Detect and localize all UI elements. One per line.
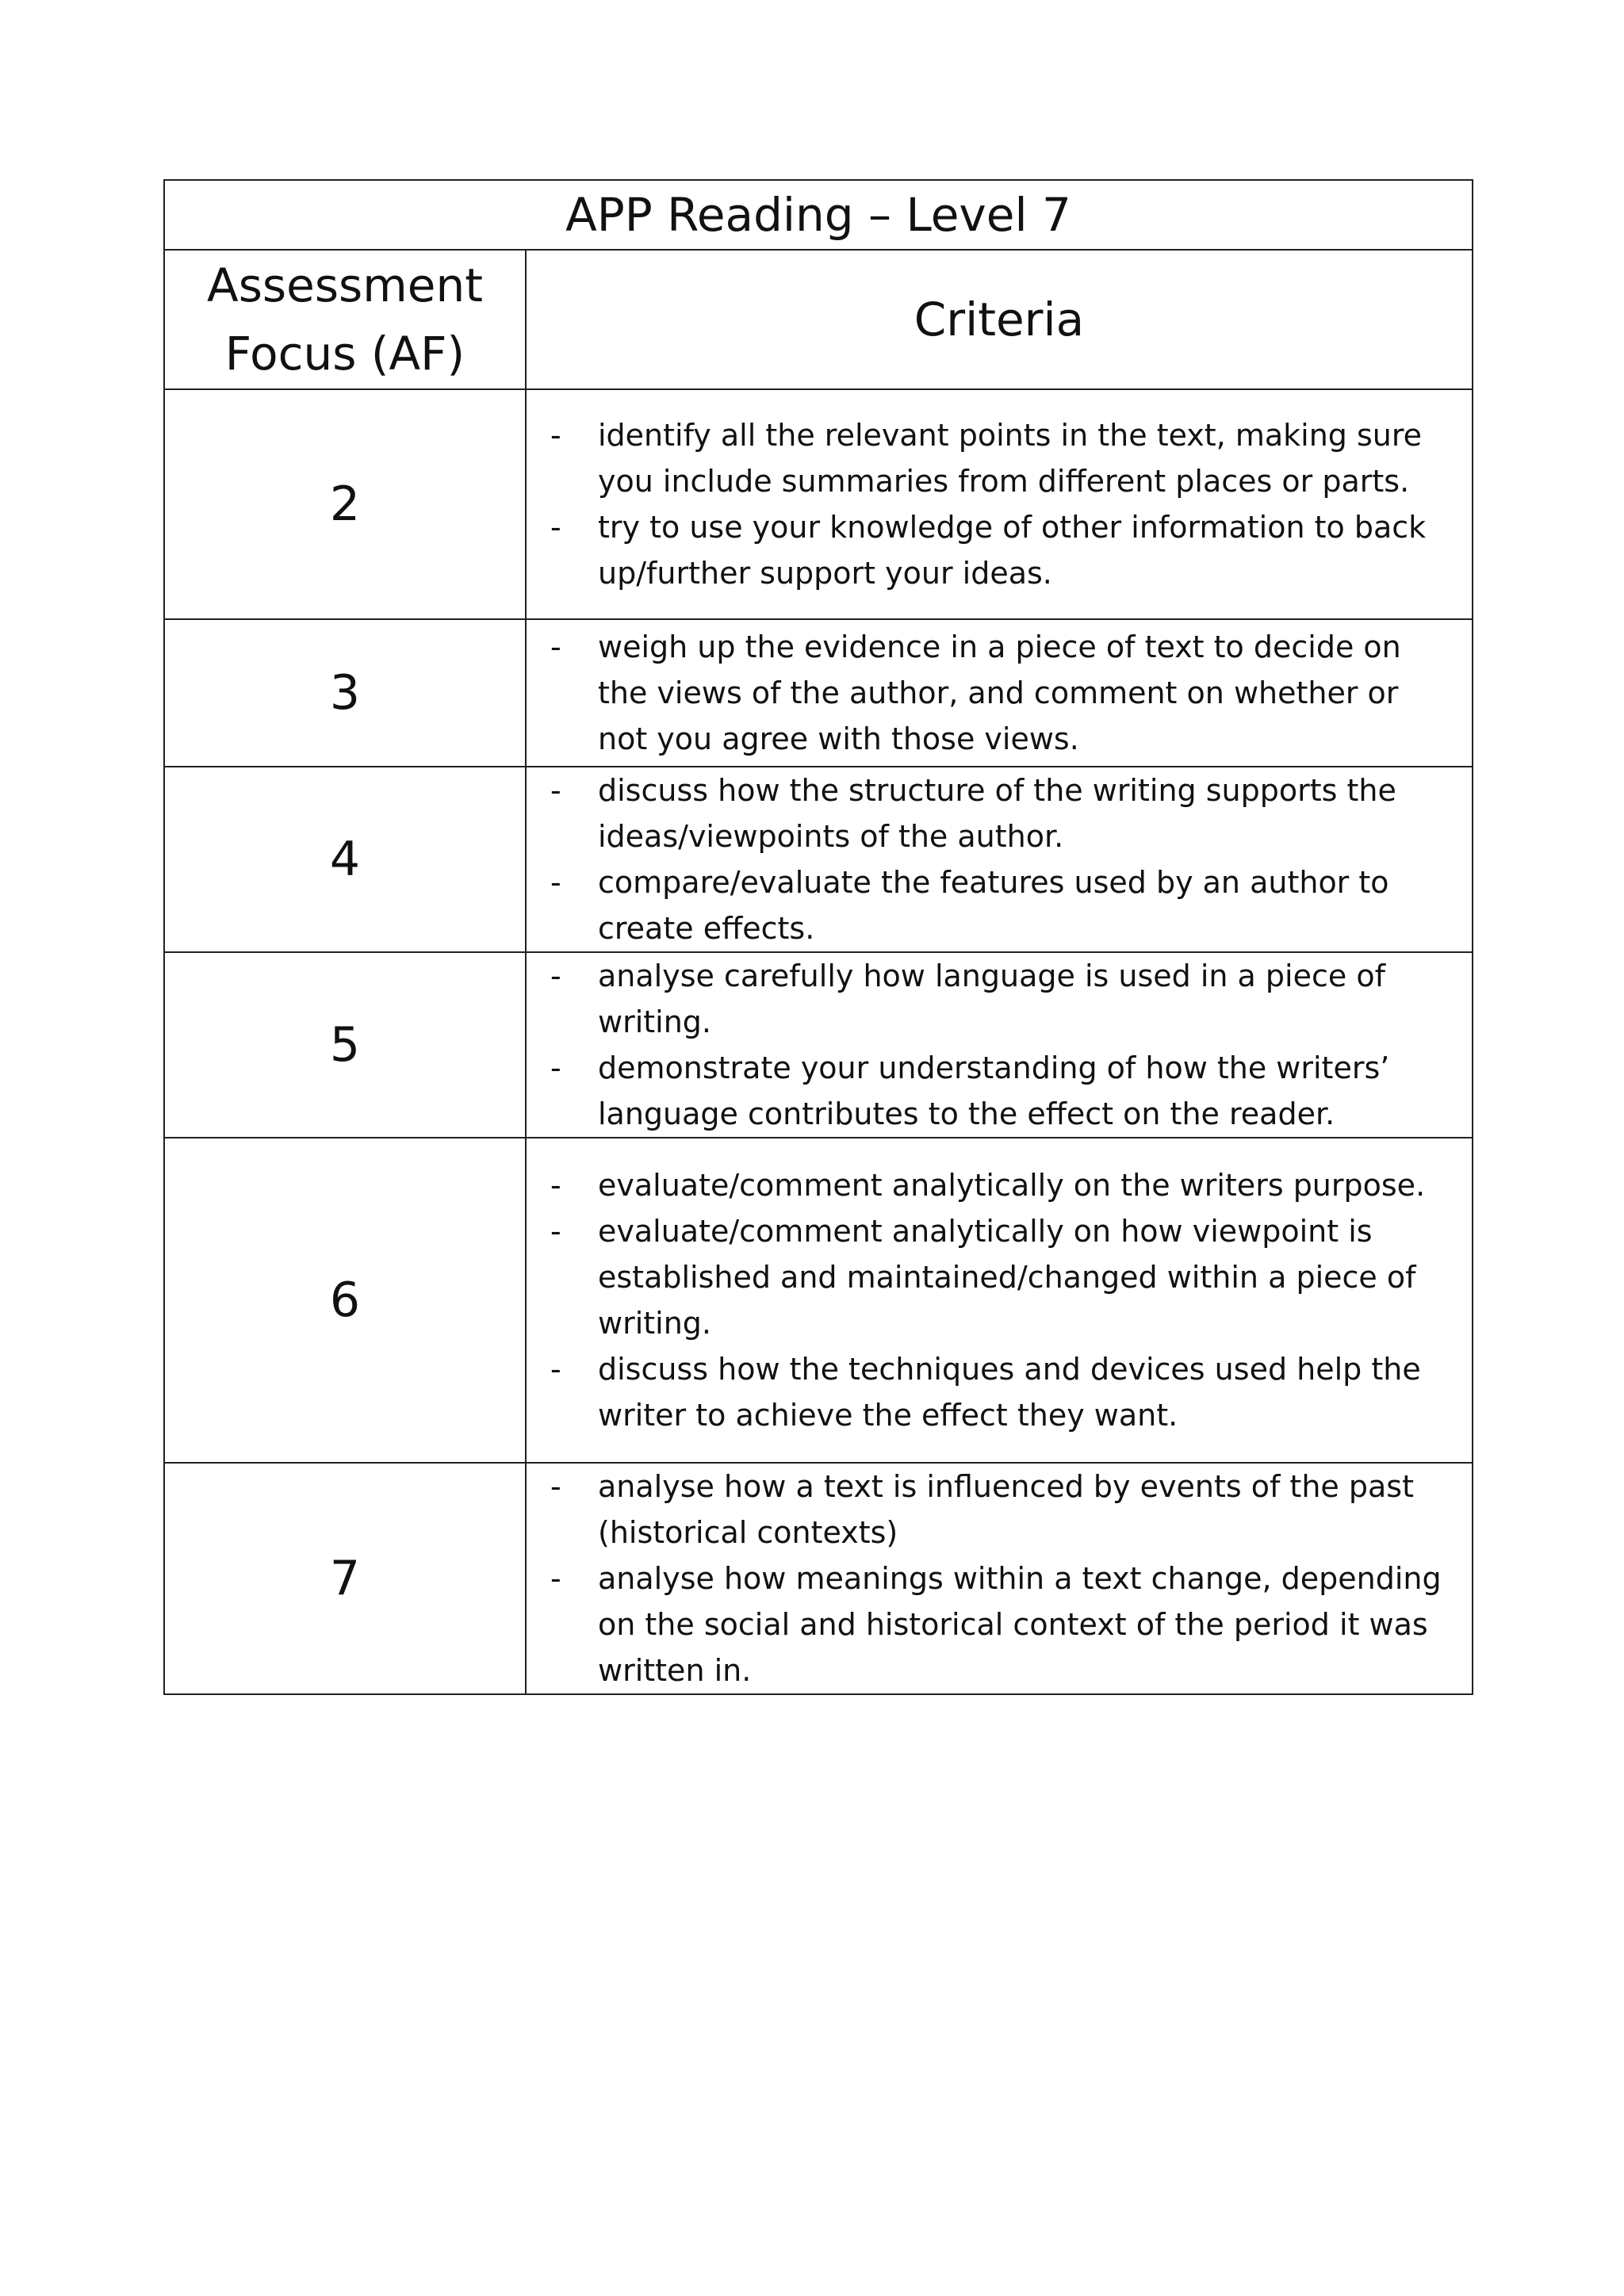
af-number: 3	[164, 619, 526, 767]
criteria-item: - analyse how meanings within a text change, depending on the social and historical context of the period it was written in.	[598, 1556, 1456, 1693]
criteria-list	[527, 1162, 1472, 1438]
criteria-item: - analyse carefully how language is used in a piece of writing.	[598, 953, 1456, 1045]
table-row	[164, 619, 1473, 767]
criteria-cell	[526, 1138, 1473, 1463]
af-number: 5	[164, 952, 526, 1138]
table-row	[164, 1138, 1473, 1463]
criteria-item: - try to use your knowledge of other information to back up/further support your ideas.	[598, 504, 1456, 596]
criteria-item: - compare/evaluate the features used by an author to create effects.	[598, 859, 1456, 951]
header-row	[164, 250, 1473, 389]
criteria-item: - analyse how a text is influenced by events of the past (historical contexts)	[598, 1464, 1456, 1556]
criteria-cell	[526, 389, 1473, 619]
af-number: 2	[164, 389, 526, 619]
assessment-table	[163, 179, 1473, 1695]
criteria-item: - discuss how the techniques and devices used help the writer to achieve the effect they want.	[598, 1346, 1456, 1438]
header-af-line2: Focus (AF)	[224, 327, 465, 381]
criteria-list	[527, 953, 1472, 1137]
criteria-item: - discuss how the structure of the writing supports the ideas/viewpoints of the author.	[598, 767, 1456, 859]
criteria-list	[527, 412, 1472, 596]
criteria-item: - evaluate/comment analytically on how viewpoint is established and maintained/changed within a piece of writing.	[598, 1208, 1456, 1346]
criteria-item: - identify all the relevant points in the text, making sure you include summaries from different places or parts.	[598, 412, 1456, 504]
criteria-item: - demonstrate your understanding of how the writers’ language contributes to the effect on the reader.	[598, 1045, 1456, 1137]
header-criteria: Criteria	[526, 250, 1473, 389]
af-number: 6	[164, 1138, 526, 1463]
criteria-list	[527, 624, 1472, 762]
header-assessment-focus	[164, 250, 526, 389]
criteria-item: - weigh up the evidence in a piece of text to decide on the views of the author, and comment on whether or not you agree with those views.	[598, 624, 1456, 762]
table-title: APP Reading – Level 7	[164, 180, 1473, 250]
criteria-list	[527, 1464, 1472, 1693]
criteria-list	[527, 767, 1472, 951]
criteria-cell	[526, 952, 1473, 1138]
criteria-cell	[526, 619, 1473, 767]
criteria-cell	[526, 767, 1473, 952]
table-row	[164, 952, 1473, 1138]
criteria-item: - evaluate/comment analytically on the writers purpose.	[598, 1162, 1456, 1208]
criteria-cell	[526, 1463, 1473, 1694]
af-number: 7	[164, 1463, 526, 1694]
table-row	[164, 1463, 1473, 1694]
af-number: 4	[164, 767, 526, 952]
table-row	[164, 389, 1473, 619]
title-row	[164, 180, 1473, 250]
header-af-line1: Assessment	[207, 258, 483, 312]
table-row	[164, 767, 1473, 952]
